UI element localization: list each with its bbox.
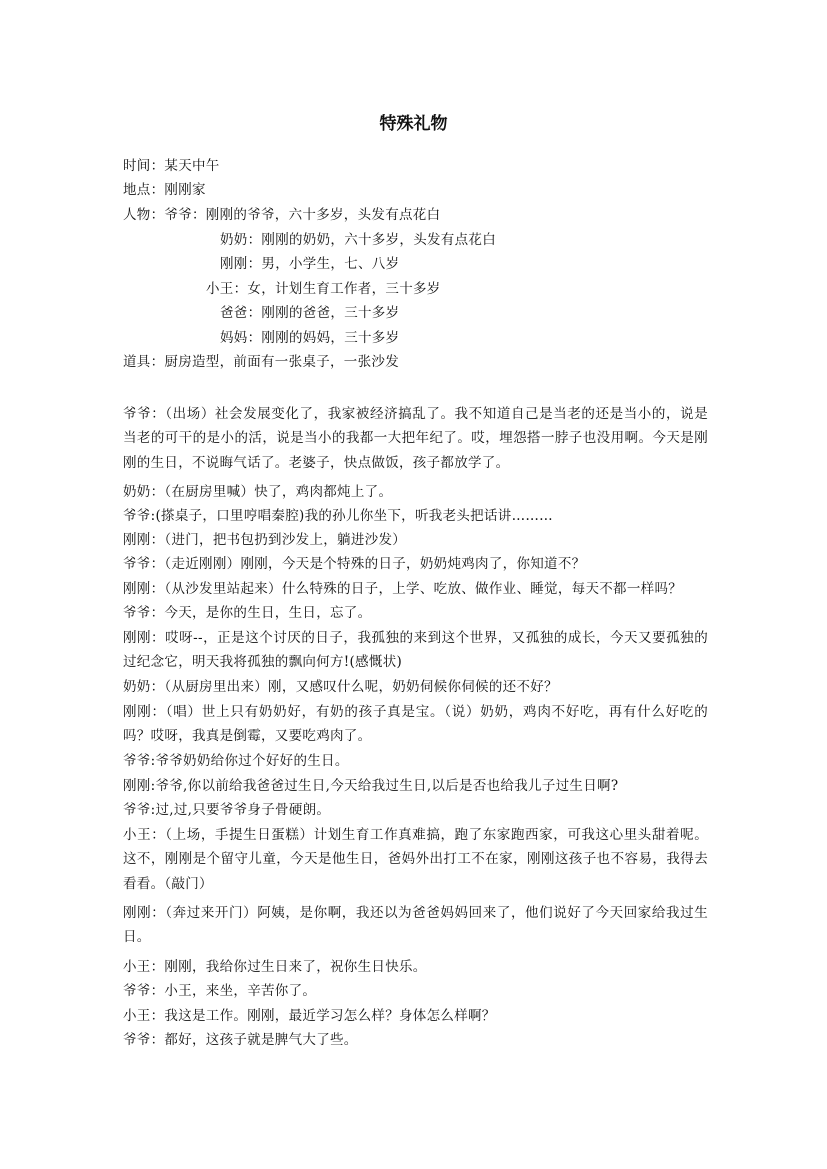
document-title: 特殊礼物 — [379, 114, 448, 134]
dialogue-line: 爷爷：都好，这孩子就是脾气大了些。 — [123, 1032, 358, 1048]
dialogue-line: 爷爷:(搽桌子，口里哼唱秦腔)我的孙儿你坐下，听我老头把话讲……… — [123, 508, 553, 524]
props-line: 道具：厨房造型，前面有一张桌子，一张沙发 — [123, 354, 399, 370]
dialogue-line: 刚刚：（唱）世上只有奶奶好，有奶的孩子真是宝。（说）奶奶，鸡肉不好吃，再有什么好吃的吗？哎呀，我真是倒霉，又要吃鸡肉了。 — [123, 704, 708, 745]
dialogue-line: 奶奶：（从厨房里出来）刚，又感叹什么呢，奶奶伺候你伺候的还不好？ — [123, 679, 558, 695]
dialogue-line: 小王：刚刚，我给你过生日来了，祝你生日快乐。 — [123, 959, 427, 975]
time-line: 时间：某天中午 — [123, 158, 220, 174]
dialogue-line: 小王：（上场，手提生日蛋糕）计划生育工作真难搞，跑了东家跑西家，可我这心里头甜着呢。这不，刚刚是个留守儿童，今天是他生日，爸妈外出打工不在家，刚刚这孩子也不容易，我得去看看。（敲门） — [123, 827, 708, 892]
dialogue-line: 奶奶：（在厨房里喊）快了，鸡肉都炖上了。 — [123, 484, 393, 500]
dialogue-line: 爷爷：（出场）社会发展变化了，我家被经济搞乱了。我不知道自己是当老的还是当小的，说是当老的可干的是小的活，说是当小的我都一大把年纪了。哎，埋怨搭一脖子也没用啊。今天是刚刚的生日，不说晦气话了。老婆子，快点做饭，孩子都放学了。 — [123, 406, 708, 471]
character-line: 奶奶：刚刚的奶奶，六十多岁，头发有点花白 — [220, 232, 496, 248]
character-line: 刚刚：男，小学生，七、八岁 — [220, 256, 400, 272]
dialogue-line: 爷爷：今天，是你的生日，生日，忘了。 — [123, 605, 372, 621]
character-line: 爸爸：刚刚的爸爸，三十多岁 — [220, 305, 400, 321]
dialogue-line: 刚刚:爷爷,你以前给我爸爸过生日,今天给我过生日,以后是否也给我儿子过生日啊? — [123, 778, 619, 794]
dialogue-line: 爷爷：小王，来坐，辛苦你了。 — [123, 983, 317, 999]
character-line: 妈妈：刚刚的妈妈，三十多岁 — [220, 330, 400, 346]
dialogue-line: 爷爷:过,过,只要爷爷身子骨硬朗。 — [123, 802, 331, 818]
dialogue-line: 爷爷：（走近刚刚）刚刚，今天是个特殊的日子，奶奶炖鸡肉了，你知道不？ — [123, 556, 586, 572]
dialogue-line: 刚刚：哎呀--，正是这个讨厌的日子，我孤独的来到这个世界，又孤独的成长，今天又要孤独的过纪念它，明天我将孤独的飘向何方!(感慨状) — [123, 630, 708, 671]
character-line: 小王：女，计划生育工作者，三十多岁 — [206, 281, 441, 297]
dialogue-line: 刚刚：（从沙发里站起来）什么特殊的日子，上学、吃放、做作业、睡觉，每天不都一样吗？ — [123, 581, 683, 597]
dialogue-line: 小王：我这是工作。刚刚，最近学习怎么样？身体怎么样啊？ — [123, 1008, 496, 1024]
dialogue-line: 爷爷:爷爷奶奶给你过个好好的生日。 — [123, 753, 349, 769]
character-line: 人物：爷爷：刚刚的爷爷，六十多岁，头发有点花白 — [123, 207, 441, 223]
dialogue-line: 刚刚：（进门，把书包扔到沙发上，躺进沙发） — [123, 532, 407, 548]
place-line: 地点：刚刚家 — [123, 182, 206, 198]
dialogue-line: 刚刚：（奔过来开门）阿姨，是你啊，我还以为爸爸妈妈回来了，他们说好了今天回家给我过生日。 — [123, 905, 708, 946]
